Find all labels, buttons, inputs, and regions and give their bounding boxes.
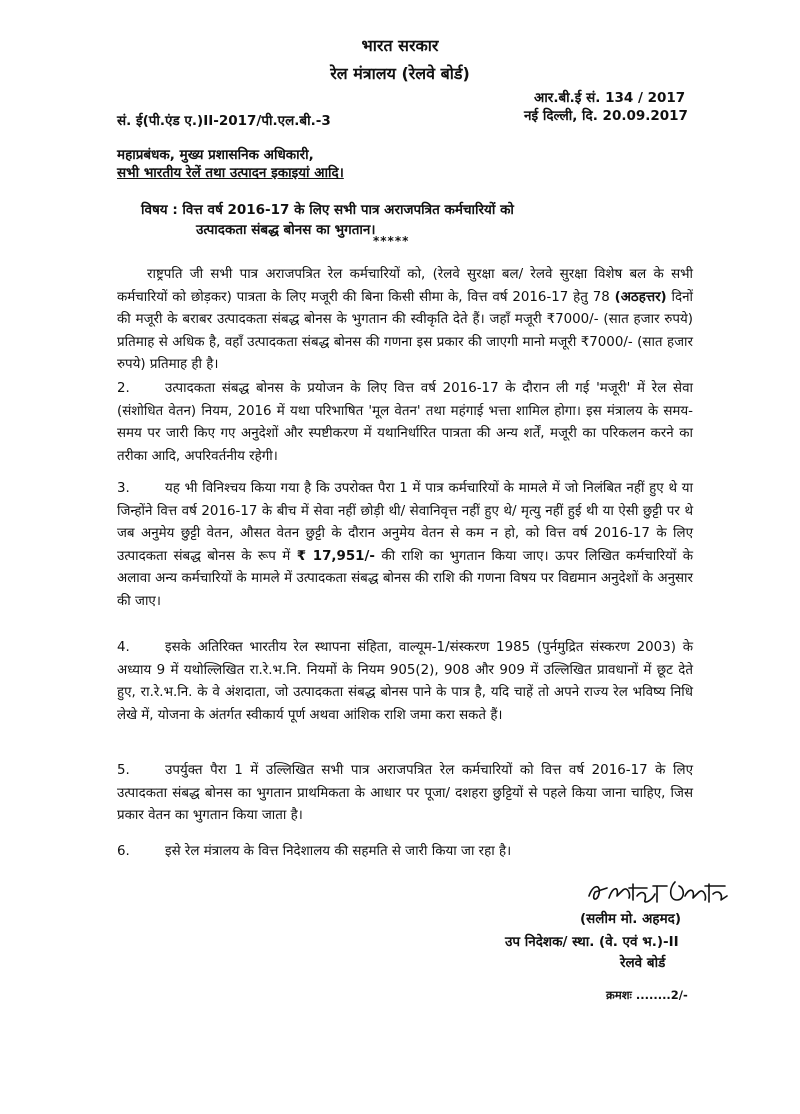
place-and-date: नई दिल्ली, दि. 20.09.2017 <box>524 108 688 124</box>
signatory-designation: उप निदेशक/ स्था. (वे. एवं भ.)-II <box>505 934 679 950</box>
paragraph-5-number: 5. <box>117 763 130 778</box>
continued-page-marker: क्रमशः ........2/- <box>606 988 688 1002</box>
paragraph-6-number: 6. <box>117 844 130 859</box>
paragraph-3 <box>117 478 693 613</box>
paragraph-4-number: 4. <box>117 640 130 655</box>
paragraph-3-number: 3. <box>117 481 130 496</box>
signatory-name: (सलीम मो. अहमद) <box>580 911 682 927</box>
paragraph-4 <box>117 637 693 727</box>
header-government: भारत सरकार <box>361 36 439 55</box>
paragraph-3-bold-amount: ₹ 17,951/- <box>296 548 375 564</box>
paragraph-6 <box>117 841 693 864</box>
paragraph-1 <box>117 264 693 377</box>
addressee-line-1: महाप्रबंधक, मुख्य प्रशासनिक अधिकारी, <box>117 147 314 163</box>
paragraph-1-text-a: राष्ट्रपति जी सभी पात्र अराजपत्रित रेल कर्मचारियों को, (रेलवे सुरक्षा बल/ रेलवे सुरक्षा विशेष बल के सभी कर्मचारियों को छोड़कर) पात्रता के लिए मजूरी की बिना किसी सीमा के, वित्त वर्ष 2016-17 हेतु 78 <box>117 267 693 305</box>
file-reference-number: सं. ई(पी.एंड ए.)II-2017/पी.एल.बी.-3 <box>117 113 331 129</box>
rbe-number: आर.बी.ई सं. 134 / 2017 <box>534 90 686 106</box>
subject-separator: ***** <box>373 234 410 248</box>
paragraph-2-number: 2. <box>117 381 130 396</box>
header-ministry: रेल मंत्रालय (रेलवे बोर्ड) <box>330 64 470 83</box>
paragraph-6-text: इसे रेल मंत्रालय के वित्त निदेशालय की सहमति से जारी किया जा रहा है। <box>165 844 512 859</box>
paragraph-1-text-b: दिनों की मजूरी के बराबर उत्पादकता संबद्ध बोनस के भुगतान की स्वीकृति देते हैं। जहाँ मजूरी ₹7000/- (सात हजार रुपये) प्रतिमाह से अधिक है, वहाँ उत्पादकता संबद्ध बोनस की गणना इस प्रकार की जाएगी मानो मजूरी ₹7000/- (सात हजार रुपये) प्रतिमाह ही है। <box>117 289 693 372</box>
paragraph-1-bold-days: (अठहत्तर) <box>614 289 667 305</box>
signatory-organisation: रेलवे बोर्ड <box>620 955 666 971</box>
paragraph-4-text: इसके अतिरिक्त भारतीय रेल स्थापना संहिता, वाल्यूम-1/संस्करण 1985 (पुर्नमुद्रित संस्करण 2003) के अध्याय 9 में यथोल्लिखित रा.रे.भ.नि. नियमों के नियम 905(2), 908 और 909 में उल्लिखित प्रावधानों में छूट देते हुए, रा.रे.भ.नि. के वे अंशदाता, जो उत्पादकता संबद्ध बोनस पाने के पात्र है, यदि चाहें तो अपने राज्य रेल भविष्य निधि लेखे में, योजना के अंतर्गत स्वीकार्य पूर्ण अथवा आंशिक राशि जमा करा सकते हैं। <box>117 640 693 723</box>
paragraph-2-text: उत्पादकता संबद्ध बोनस के प्रयोजन के लिए वित्त वर्ष 2016-17 के दौरान ली गई 'मजूरी' में रेल सेवा (संशोधित वेतन) नियम, 2016 में यथा परिभाषित 'मूल वेतन' तथा महंगाई भत्ता शामिल होगा। इस मंत्रालय के समय-समय पर जारी किए गए अनुदेशों और स्पष्टीकरण में यथानिर्धारित पात्रता की अन्य शर्तें, मजूरी का परिकलन करने का तरीका आदि, अपरिवर्तनीय रहेगी। <box>117 381 693 464</box>
paragraph-5 <box>117 760 693 828</box>
paragraph-3-text-a: यह भी विनिश्चय किया गया है कि उपरोक्त पैरा 1 में पात्र कर्मचारियों के मामले में जो निलंबित नहीं हुए थे या जिन्होंने वित्त वर्ष 2016-17 के बीच में सेवा नहीं छोड़ी थी/ सेवानिवृत्त नहीं हुए थे/ मृत्यु नहीं हुई थी या ऐसी छुट्टी पर थे जब अनुमेय छुट्टी वेतन, औसत वेतन छुट्टी के दौरान अनुमेय वेतन से कम न हो, को वित्त वर्ष 2016-17 के लिए उत्पादकता संबद्ध बोनस के रूप में <box>117 481 693 564</box>
paragraph-5-text: उपर्युक्त पैरा 1 में उल्लिखित सभी पात्र अराजपत्रित रेल कर्मचारियों को वित्त वर्ष 2016-17 के लिए उत्पादकता संबद्ध बोनस का भुगतान प्राथमिकता के आधार पर पूजा/ दशहरा छुट्टियों से पहले किया जाना चाहिए, जिस प्रकार वेतन का भुगतान किया जाता है। <box>117 763 693 823</box>
paragraph-2 <box>117 378 693 468</box>
paragraph-3-text-b: की राशि का भुगतान किया जाए। ऊपर लिखित कर्मचारियों के अलावा अन्य कर्मचारियों के मामले में उत्पादकता संबद्ध बोनस की राशि की गणना विषय पर विद्यमान अनुदेशों के अनुसार की जाए। <box>117 548 694 609</box>
handwritten-signature <box>585 874 730 910</box>
subject-line-2: उत्पादकता संबद्ध बोनस का भुगतान। <box>196 222 376 238</box>
addressee-line-2: सभी भारतीय रेलें तथा उत्पादन इकाइयां आदि। <box>117 165 344 181</box>
subject-line-1: विषय : वित्त वर्ष 2016-17 के लिए सभी पात्र अराजपत्रित कर्मचारियों को <box>141 202 514 218</box>
